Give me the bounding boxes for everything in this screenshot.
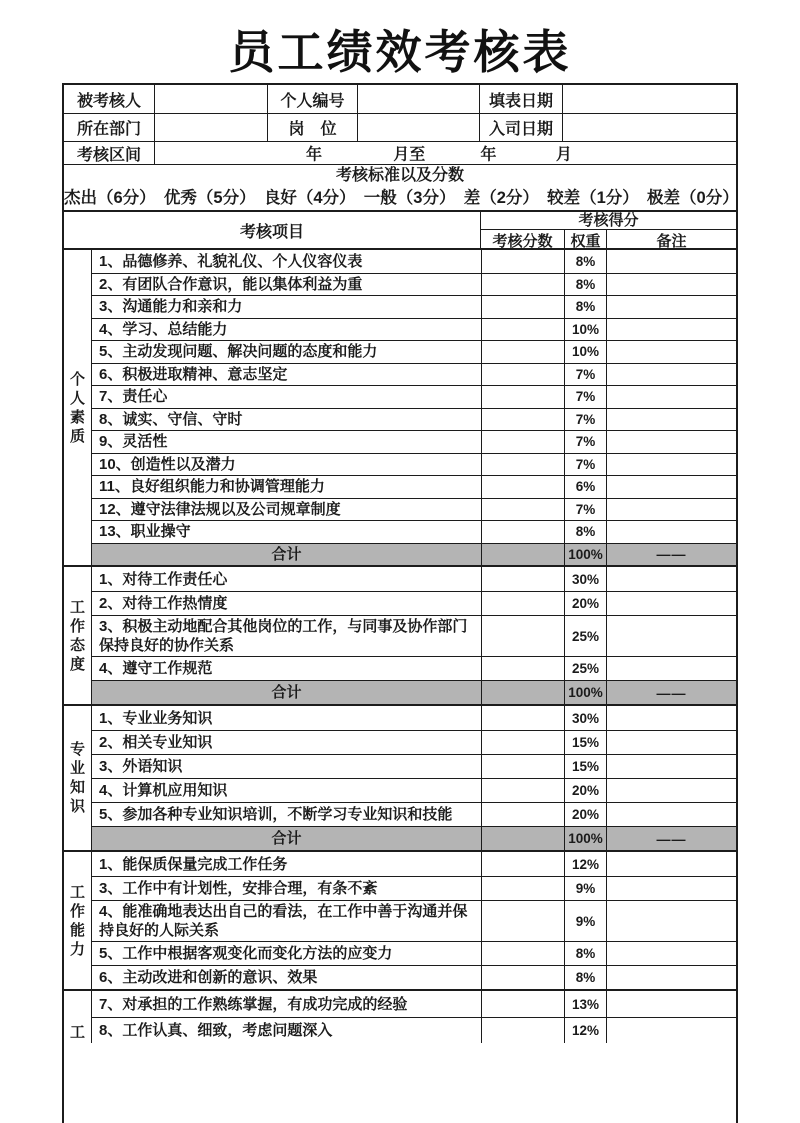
table-row: [92, 475, 736, 498]
score-cell: [481, 341, 564, 363]
item-text: 2、有团队合作意识，能以集体利益为重: [99, 275, 363, 293]
category-cell: [64, 852, 92, 989]
remark-cell: [606, 431, 736, 453]
section-rows: [92, 706, 736, 850]
weight-cell: 8%: [564, 966, 606, 989]
remark-cell: [606, 991, 736, 1017]
item-text: 8、工作认真、细致，考虑问题深入: [99, 1022, 333, 1039]
table-row: [92, 778, 736, 802]
item-text: 3、积极主动地配合其他岗位的工作，与同事及协作部门保持良好的协作关系: [99, 618, 468, 654]
item-text: 4、计算机应用知识: [99, 782, 228, 799]
entry-date-field: [562, 114, 736, 141]
table-row: [92, 363, 736, 386]
table-row: [92, 1017, 736, 1043]
category-label: 专业知识: [69, 741, 85, 815]
remark-cell: [606, 274, 736, 296]
weight-cell: 7%: [564, 454, 606, 476]
item-text: 5、参加各种专业知识培训，不断学习专业知识和技能: [99, 806, 453, 823]
table-row: [92, 876, 736, 900]
remark-cell: [606, 901, 736, 941]
score-group-header: 考核得分: [481, 212, 736, 230]
subtotal-score-cell: [481, 827, 564, 850]
table-row: [92, 273, 736, 296]
period-field: [154, 142, 736, 164]
subtotal-score-cell: [481, 681, 564, 704]
weight-cell: 13%: [564, 991, 606, 1017]
weight-cell: 12%: [564, 852, 606, 876]
score-cell: [481, 991, 564, 1017]
score-cell: [481, 942, 564, 965]
score-cell: [481, 454, 564, 476]
item-text: 6、主动改进和创新的意识、效果: [99, 969, 318, 986]
score-cell: [481, 250, 564, 273]
position-field: [357, 114, 479, 141]
period-year-1: 年: [306, 146, 323, 164]
table-row: [92, 965, 736, 989]
item-text: 10、创造性以及潜力: [99, 455, 236, 473]
item-text: 12、遵守法律法规以及公司规章制度: [99, 500, 341, 518]
appraisee-label: 被考核人: [76, 92, 141, 110]
standards-heading: 考核标准以及分数: [335, 167, 464, 184]
item-text: 8、诚实、守信、守时: [99, 410, 243, 428]
weight-cell: 10%: [564, 319, 606, 341]
score-sub-headers: [481, 230, 736, 251]
entry-date-label: 入司日期: [479, 114, 562, 141]
period-label: 考核区间: [76, 146, 141, 164]
subtotal-weight: 100%: [564, 827, 606, 850]
table-row: [92, 900, 736, 941]
remark-cell: [606, 454, 736, 476]
remark-cell: [606, 250, 736, 273]
item-text: 5、主动发现问题、解决问题的态度和能力: [99, 343, 378, 361]
item-text: 7、责任心: [99, 388, 168, 406]
section-rows: [92, 991, 736, 1043]
item-text: 4、能准确地表达出自己的看法，在工作中善于沟通并保持良好的人际关系: [99, 903, 468, 939]
score-cell: [481, 731, 564, 754]
subtotal-label: 合计: [271, 545, 302, 563]
remark-cell: [606, 521, 736, 543]
weight-cell: 15%: [564, 731, 606, 754]
subtotal-label: 合计: [271, 830, 302, 847]
table-row: [92, 250, 736, 273]
sections: [64, 250, 736, 1043]
score-cell: [481, 476, 564, 498]
remark-cell: [606, 803, 736, 826]
score-cell: [481, 567, 564, 591]
category-cell: [64, 567, 92, 704]
subtotal-row: [92, 543, 736, 566]
period-year-2: 年: [480, 146, 497, 164]
remark-cell: [606, 852, 736, 876]
remark-cell: [606, 657, 736, 680]
weight-cell: 20%: [564, 779, 606, 802]
item-text: 4、遵守工作规范: [99, 660, 213, 677]
table-row: [92, 520, 736, 543]
category-cell: [64, 250, 92, 565]
item-text: 2、相关专业知识: [99, 734, 213, 751]
item-text: 13、职业操守: [99, 523, 191, 541]
item-text: 1、对待工作责任心: [99, 570, 228, 588]
score-cell: [481, 755, 564, 778]
weight-cell: 9%: [564, 901, 606, 941]
remark-column-header: 备注: [606, 230, 736, 251]
table-row: [92, 991, 736, 1017]
weight-cell: 8%: [564, 274, 606, 296]
page-title: 员工绩效考核表: [228, 26, 572, 78]
table-row: [92, 730, 736, 754]
weight-cell: 7%: [564, 386, 606, 408]
weight-cell: 7%: [564, 364, 606, 386]
subtotal-weight: 100%: [564, 544, 606, 566]
weight-cell: 9%: [564, 877, 606, 900]
score-cell: [481, 521, 564, 543]
score-cell: [481, 319, 564, 341]
table-row: [92, 430, 736, 453]
subtotal-row: [92, 680, 736, 704]
score-cell: [481, 499, 564, 521]
column-header-row: [64, 212, 736, 250]
remark-cell: [606, 364, 736, 386]
weight-cell: 12%: [564, 1018, 606, 1043]
item-text: 2、对待工作热情度: [99, 595, 228, 612]
department-label: 所在部门: [76, 121, 141, 138]
weight-cell: 25%: [564, 616, 606, 656]
section-4: [64, 850, 736, 989]
remark-cell: [606, 386, 736, 408]
subtotal-remark: ——: [606, 544, 736, 566]
weight-cell: 7%: [564, 409, 606, 431]
weight-cell: 8%: [564, 296, 606, 318]
weight-cell: 8%: [564, 250, 606, 273]
section-rows: [92, 250, 736, 565]
item-text: 5、工作中根据客观变化而变化方法的应变力: [99, 945, 393, 962]
table-row: [92, 706, 736, 730]
score-column-header: 考核分数: [492, 233, 553, 250]
score-column-group: [480, 212, 736, 248]
remark-cell: [606, 409, 736, 431]
remark-cell: [606, 592, 736, 615]
item-text: 3、工作中有计划性，安排合理，有条不紊: [99, 880, 378, 897]
remark-cell: [606, 966, 736, 989]
table-row: [92, 941, 736, 965]
score-cell: [481, 901, 564, 941]
period-month-2: 月: [555, 146, 572, 164]
subtotal-remark: ——: [606, 681, 736, 704]
section-2: [64, 565, 736, 704]
table-row: [92, 295, 736, 318]
category-label: 工作态度: [69, 598, 85, 673]
appraisal-form: [62, 83, 738, 1123]
table-row: [92, 318, 736, 341]
weight-cell: 7%: [564, 499, 606, 521]
rating-scale: 杰出（6分） 优秀（5分） 良好（4分） 一般（3分） 差（2分） 较差（1分） 极差（0分）: [64, 189, 739, 207]
item-text: 3、外语知识: [99, 758, 183, 775]
remark-cell: [606, 319, 736, 341]
appraisee-field: [154, 85, 267, 113]
info-row-2: [64, 114, 736, 142]
position-label: 岗 位: [267, 114, 357, 141]
category-label: 工: [69, 1024, 85, 1041]
info-row-1: [64, 85, 736, 114]
section-rows: [92, 852, 736, 989]
category-label: 个人素质: [69, 370, 85, 445]
table-row: [92, 567, 736, 591]
category-cell: [64, 991, 92, 1043]
item-text: 7、对承担的工作熟练掌握，有成功完成的经验: [99, 995, 408, 1013]
period-row: [64, 142, 736, 165]
item-text: 9、灵活性: [99, 433, 168, 451]
weight-cell: 6%: [564, 476, 606, 498]
item-text: 4、学习、总结能力: [99, 320, 228, 338]
table-row: [92, 408, 736, 431]
category-label: 工作能力: [69, 883, 85, 958]
fill-date-label: 填表日期: [479, 85, 562, 113]
score-cell: [481, 1018, 564, 1043]
remark-cell: [606, 616, 736, 656]
period-month-to: 月至: [393, 146, 426, 164]
item-text: 1、专业业务知识: [99, 709, 213, 727]
weight-cell: 20%: [564, 803, 606, 826]
subtotal-label: 合计: [271, 684, 302, 701]
score-cell: [481, 706, 564, 730]
fill-date-field: [562, 85, 736, 113]
section-5: [64, 989, 736, 1043]
score-cell: [481, 431, 564, 453]
department-field: [154, 114, 267, 141]
standards-block: [64, 165, 739, 212]
section-1: [64, 250, 736, 565]
section-rows: [92, 567, 736, 704]
remark-cell: [606, 755, 736, 778]
weight-cell: 30%: [564, 706, 606, 730]
remark-cell: [606, 731, 736, 754]
personal-id-field: [357, 85, 479, 113]
item-text: 1、品德修养、礼貌礼仪、个人仪容仪表: [99, 252, 363, 270]
score-cell: [481, 657, 564, 680]
weight-cell: 15%: [564, 755, 606, 778]
score-cell: [481, 779, 564, 802]
score-cell: [481, 616, 564, 656]
remark-cell: [606, 942, 736, 965]
weight-cell: 8%: [564, 942, 606, 965]
remark-cell: [606, 1018, 736, 1043]
subtotal-row: [92, 826, 736, 850]
weight-cell: 25%: [564, 657, 606, 680]
item-text: 11、良好组织能力和协调管理能力: [99, 478, 325, 496]
remark-cell: [606, 567, 736, 591]
table-row: [92, 754, 736, 778]
score-cell: [481, 386, 564, 408]
score-cell: [481, 409, 564, 431]
score-cell: [481, 296, 564, 318]
weight-column-header: 权重: [564, 230, 606, 251]
table-row: [92, 852, 736, 876]
table-row: [92, 340, 736, 363]
item-text: 1、能保质保量完成工作任务: [99, 855, 288, 873]
score-cell: [481, 803, 564, 826]
score-cell: [481, 852, 564, 876]
weight-cell: 30%: [564, 567, 606, 591]
remark-cell: [606, 706, 736, 730]
remark-cell: [606, 296, 736, 318]
remark-cell: [606, 877, 736, 900]
score-cell: [481, 966, 564, 989]
score-cell: [481, 592, 564, 615]
item-text: 6、积极进取精神、意志坚定: [99, 365, 288, 383]
table-row: [92, 498, 736, 521]
category-cell: [64, 706, 92, 850]
weight-cell: 7%: [564, 431, 606, 453]
table-row: [92, 385, 736, 408]
score-cell: [481, 364, 564, 386]
item-text: 3、沟通能力和亲和力: [99, 298, 243, 316]
remark-cell: [606, 499, 736, 521]
table-row: [92, 802, 736, 826]
subtotal-score-cell: [481, 544, 564, 566]
score-cell: [481, 877, 564, 900]
personal-id-label: 个人编号: [267, 85, 357, 113]
weight-cell: 8%: [564, 521, 606, 543]
table-row: [92, 453, 736, 476]
remark-cell: [606, 779, 736, 802]
weight-cell: 20%: [564, 592, 606, 615]
score-cell: [481, 274, 564, 296]
item-column-header: 考核项目: [239, 223, 304, 241]
weight-cell: 10%: [564, 341, 606, 363]
table-row: [92, 656, 736, 680]
table-row: [92, 591, 736, 615]
remark-cell: [606, 476, 736, 498]
subtotal-weight: 100%: [564, 681, 606, 704]
section-3: [64, 704, 736, 850]
subtotal-remark: ——: [606, 827, 736, 850]
table-row: [92, 615, 736, 656]
remark-cell: [606, 341, 736, 363]
